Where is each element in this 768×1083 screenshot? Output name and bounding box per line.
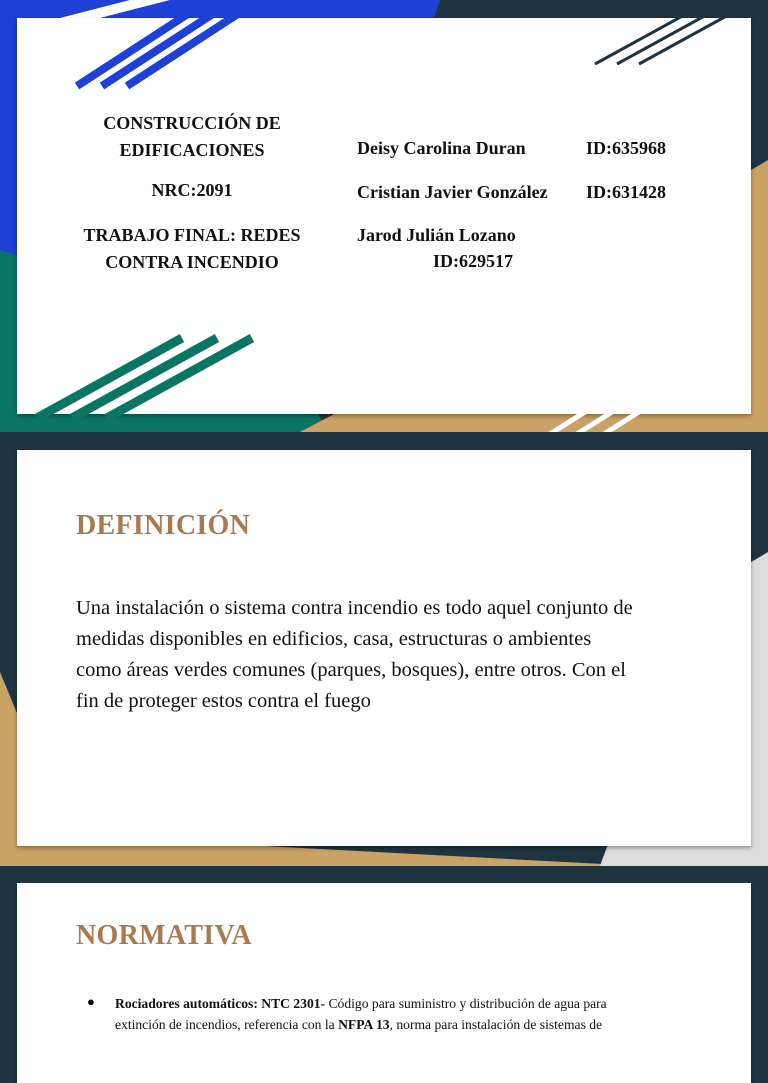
- definition-line-3: como áreas verdes comunes (parques, bosques), entre otros. Con el: [76, 659, 626, 681]
- bullet-line-1: [115, 993, 695, 1014]
- stripes-decoration: [17, 18, 751, 414]
- white-stripes-decoration: [545, 414, 665, 432]
- course-line-2: EDIFICACIONES: [119, 140, 265, 160]
- definition-line-1: Una instalación o sistema contra incendio es todo aquel conjunto de: [76, 597, 633, 619]
- definition-paragraph: [76, 593, 716, 717]
- bullet-line2-code: NFPA 13: [338, 1017, 390, 1032]
- definition-line-2: medidas disponibles en edificios, casa, estructuras o ambientes: [76, 628, 592, 650]
- normativa-heading: NORMATIVA: [76, 920, 252, 951]
- bullet-line-2: [115, 1014, 695, 1035]
- work-line-1: TRABAJO FINAL: REDES: [83, 225, 301, 245]
- member-name-1: Deisy Carolina Duran: [357, 138, 526, 158]
- definition-card: [17, 450, 751, 846]
- definition-slide: [0, 432, 768, 866]
- nrc-code: NRC:2091: [151, 180, 233, 200]
- bullet-marker: ●: [87, 994, 95, 1009]
- work-line-2: CONTRA INCENDIO: [105, 252, 279, 272]
- member-name-2: Cristian Javier González: [357, 182, 548, 202]
- normativa-card: [17, 883, 751, 1083]
- member-name-3: Jarod Julián Lozano: [357, 225, 516, 245]
- cover-slide: [0, 0, 768, 432]
- definition-heading: DEFINICIÓN: [76, 510, 251, 541]
- course-title: [57, 110, 327, 164]
- course-line-1: CONSTRUCCIÓN DE: [103, 113, 281, 133]
- bullet-line2-a: extinción de incendios, referencia con la: [115, 1017, 335, 1032]
- bullet-label: Rociadores automáticos:: [115, 996, 258, 1011]
- bullet-item: [115, 993, 695, 1035]
- normativa-slide: [0, 866, 768, 1032]
- member-id-2: ID:631428: [586, 182, 666, 202]
- member-id-3: ID:629517: [433, 251, 513, 271]
- member-id-1: ID:635968: [586, 138, 666, 158]
- bullet-line2-b: , norma para instalación de sistemas de: [389, 1017, 603, 1032]
- bullet-text: Código para suministro y distribución de agua para: [328, 996, 607, 1011]
- cover-card: [17, 18, 751, 414]
- work-title: [57, 222, 327, 276]
- definition-line-4: fin de proteger estos contra el fuego: [76, 690, 371, 712]
- bullet-code: NTC 2301-: [261, 996, 326, 1011]
